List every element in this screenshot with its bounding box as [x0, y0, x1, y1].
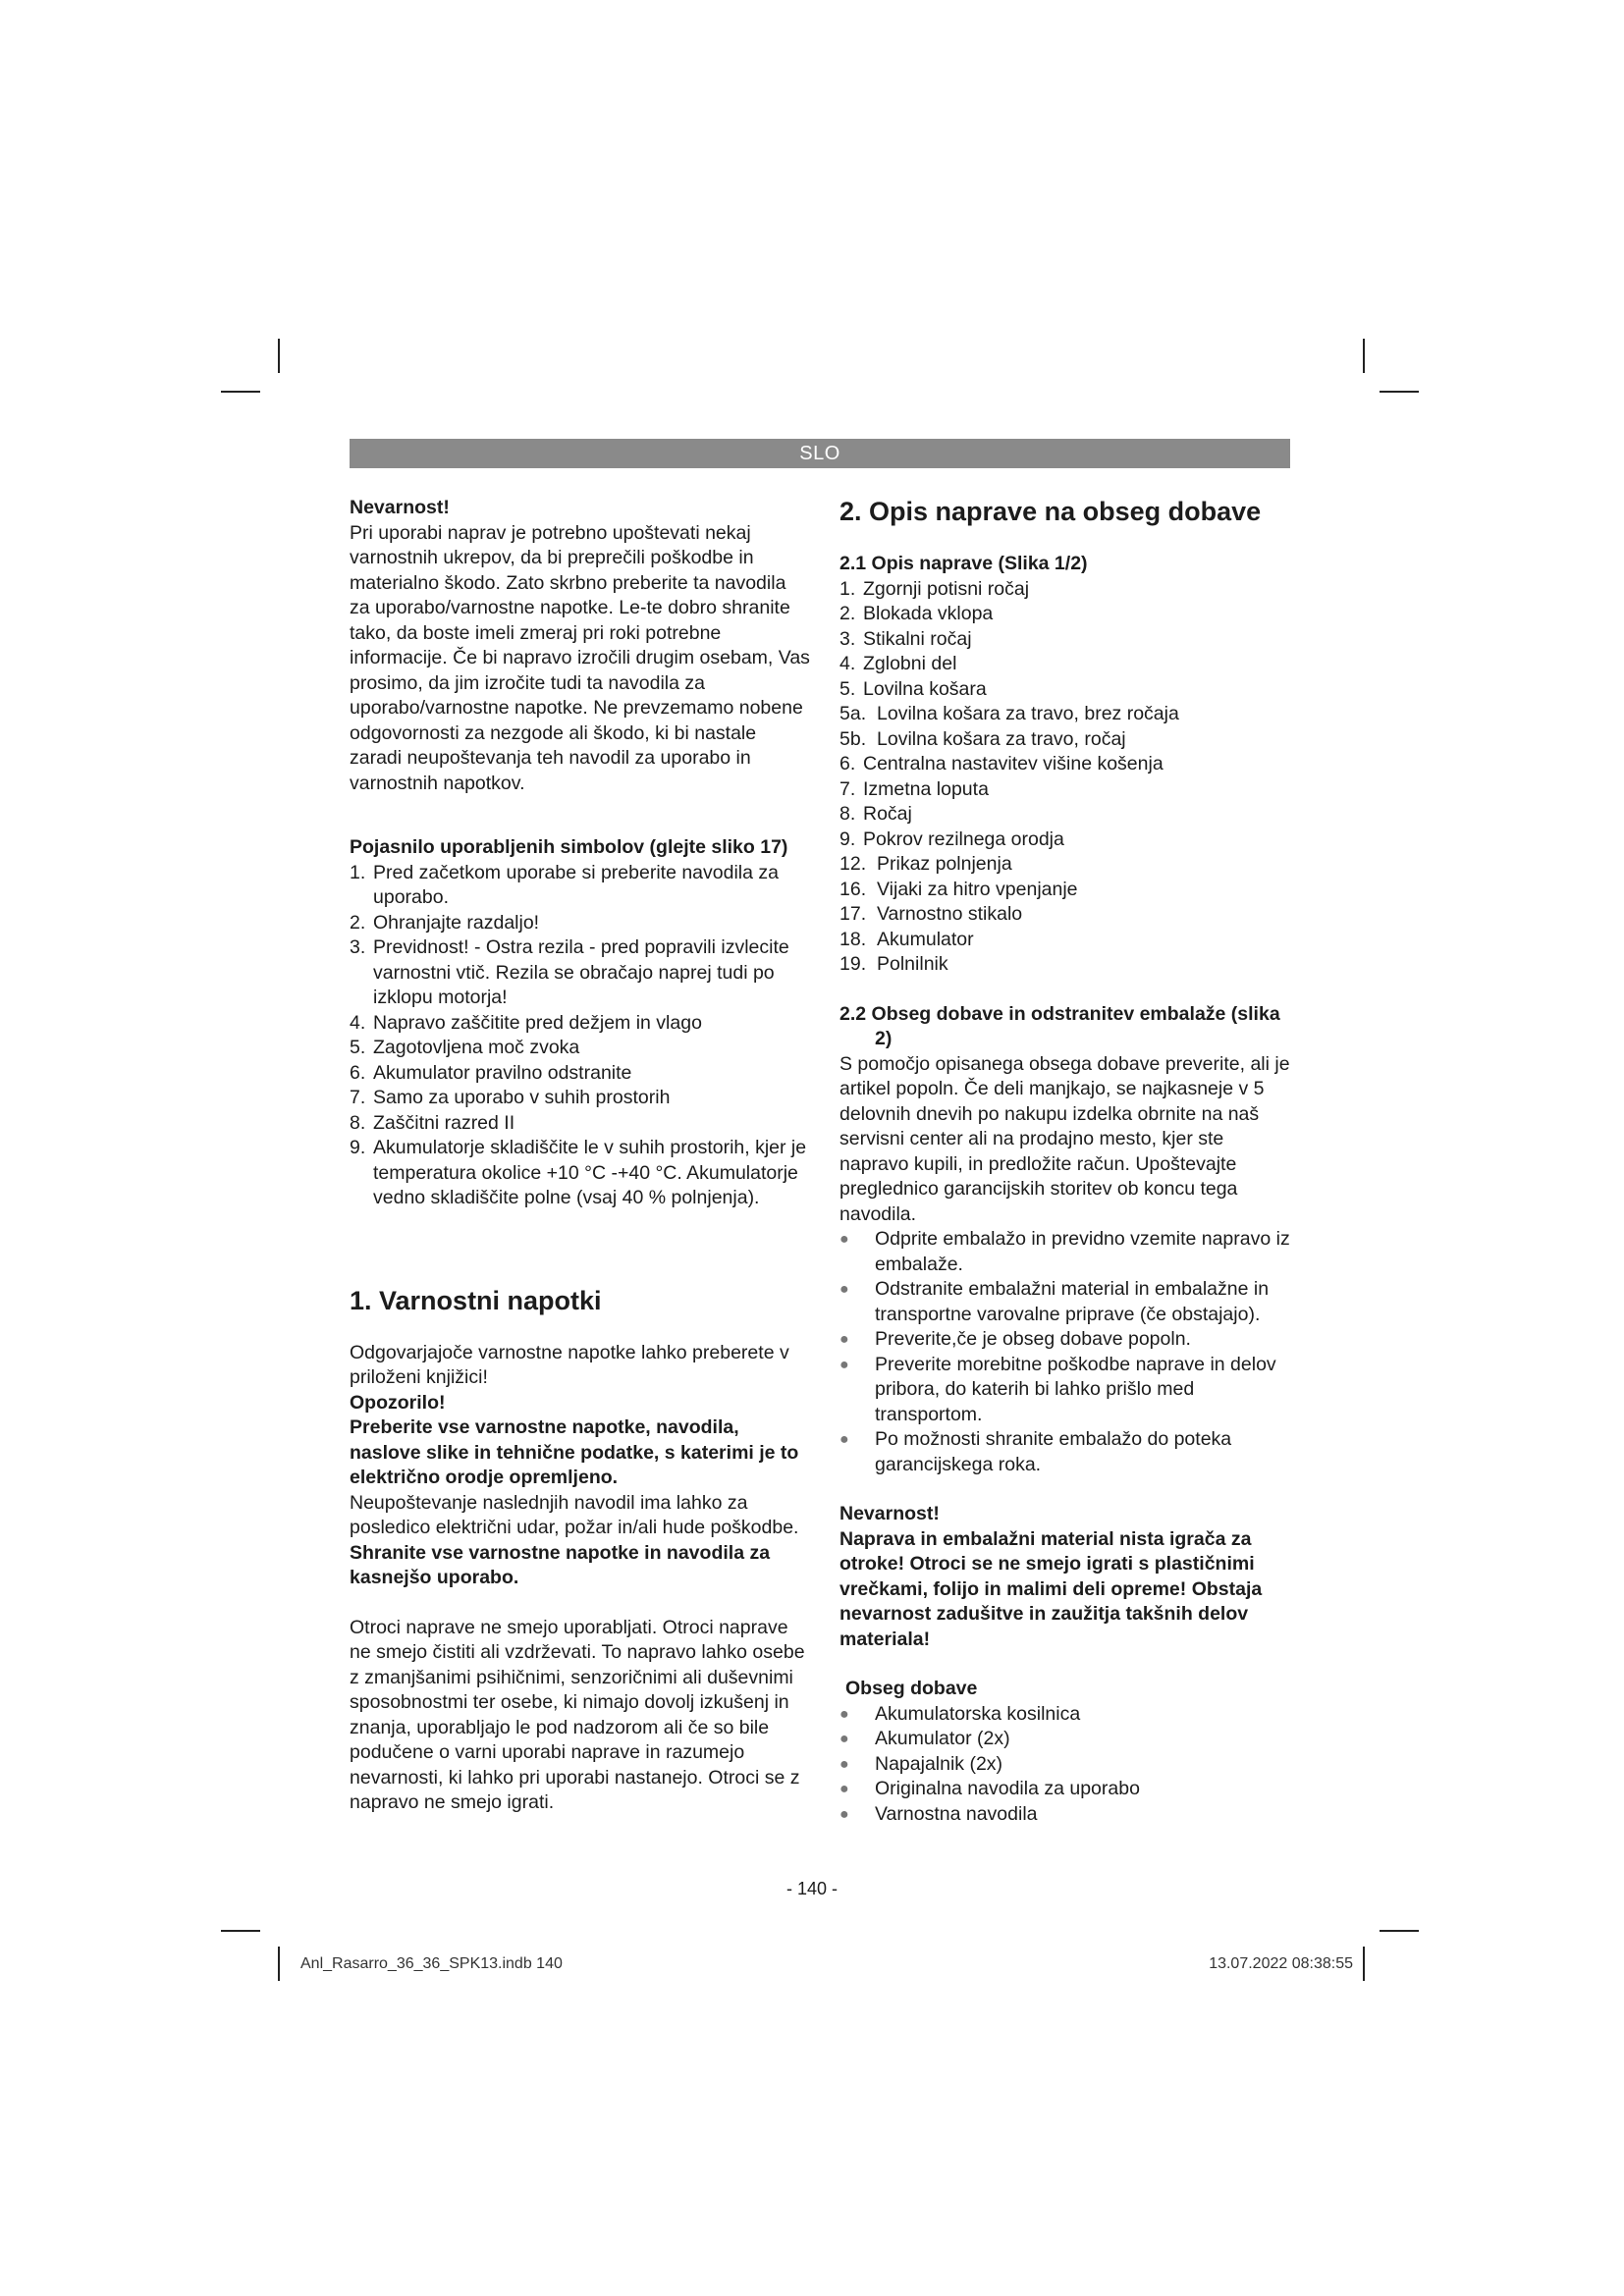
- list-item-text: Previdnost! - Ostra rezila - pred popravili izvlecite varnostni vtič. Rezila se obračajo naprej tudi po izklopu motorja!: [373, 936, 789, 1008]
- bullet-text: Preverite,če je obseg dobave popoln.: [875, 1328, 1191, 1350]
- bullet-text: Originalna navodila za uporabo: [875, 1778, 1140, 1799]
- crop-mark: [1363, 1947, 1365, 1981]
- bullet-item: [839, 1752, 1291, 1778]
- list-item-text: Akumulator: [877, 928, 974, 950]
- page-number: - 140 -: [785, 1879, 839, 1898]
- language-header-bar: [350, 439, 1290, 468]
- danger-2-title: Nevarnost!: [839, 1503, 940, 1524]
- crop-mark: [1380, 1930, 1419, 1932]
- crop-mark: [221, 1930, 260, 1932]
- list-item-number: 5.: [839, 677, 856, 700]
- list-item-number: 16.: [839, 878, 867, 900]
- list-item-number: 1.: [350, 861, 366, 883]
- danger-title: Nevarnost!: [350, 497, 450, 518]
- symbols-title: Pojasnilo uporabljenih simbolov (glejte sliko 17): [350, 836, 788, 858]
- list-item-number: 5a.: [839, 703, 867, 724]
- list-item: [839, 928, 1291, 953]
- bullet-icon: ●: [839, 1731, 849, 1747]
- list-item-number: 17.: [839, 903, 867, 925]
- list-item: [350, 911, 811, 936]
- list-item-text: Lovilna košara za travo, brez ročaja: [877, 703, 1179, 724]
- right-column: [839, 496, 1291, 1827]
- list-item-number: 6.: [350, 1061, 366, 1084]
- list-item: [839, 952, 1291, 978]
- section-2-2-title: 2.2 Obseg dobave in odstranitev embalaže (slika 2): [839, 1002, 1280, 1049]
- bullet-text: Po možnosti shranite embalažo do poteka garancijskega roka.: [875, 1428, 1232, 1475]
- list-item-number: 8.: [839, 803, 856, 825]
- list-item: [350, 1036, 811, 1061]
- bullet-item: [839, 1727, 1291, 1752]
- crop-mark: [1380, 391, 1419, 393]
- bullet-icon: ●: [839, 1705, 849, 1723]
- section-1-intro: Odgovarjajoče varnostne napotke lahko preberete v priloženi knjižici!: [350, 1341, 789, 1388]
- bullet-item: [839, 1277, 1291, 1327]
- list-item-number: 5b.: [839, 727, 867, 750]
- list-item-number: 6.: [839, 753, 856, 774]
- crop-mark: [278, 1947, 280, 1981]
- list-item-text: Lovilna košara: [863, 677, 987, 700]
- bullet-icon: ●: [839, 1755, 849, 1773]
- list-item-text: Samo za uporabo v suhih prostorih: [373, 1087, 671, 1108]
- bullet-item: [839, 1802, 1291, 1828]
- bullet-item: [839, 1327, 1291, 1353]
- list-item: [839, 878, 1291, 903]
- list-item: [839, 652, 1291, 677]
- section-1-title: 1. Varnostni napotki: [350, 1285, 602, 1315]
- children-text: Otroci naprave ne smejo uporabljati. Otroci naprave ne smejo čistiti ali vzdrževati. To napravo lahko osebe z zmanjšanimi psihičnimi, senzoričnimi ali duševnimi sposobnostmi ter osebe, ki nimajo dovolj izkušenj in znanja, uporabljajo le pod nadzorom ali če so bile podučene o varni uporabi naprave in razumejo nevarnosti, ki lahko pri uporabi nastanejo. Otroci se z napravo ne smejo igrati.: [350, 1616, 805, 1813]
- list-item: [839, 602, 1291, 627]
- list-item: [839, 727, 1291, 753]
- list-item: [839, 902, 1291, 928]
- parts-list: [839, 577, 1291, 978]
- section-2-2-text: S pomočjo opisanega obsega dobave preverite, ali je artikel popoln. Če deli manjkajo, se najkasneje v 5 delovnih dnevih po nakupu izdelka obrnite na naš servisni center ali na prodajno mesto, kjer ste napravo kupili, in predložite račun. Upoštevajte preglednico garancijskih storitev ob koncu tega navodila.: [839, 1052, 1290, 1225]
- list-item: [350, 1136, 811, 1211]
- list-item-text: Pred začetkom uporabe si preberite navodila za uporabo.: [373, 861, 779, 908]
- unpack-bullets: [839, 1227, 1291, 1477]
- list-item: [839, 677, 1291, 703]
- crop-mark: [278, 339, 280, 373]
- list-item-text: Vijaki za hitro vpenjanje: [877, 878, 1078, 900]
- bullet-text: Odstranite embalažni material in embalažne in transportne varovalne priprave (če obstajajo).: [875, 1278, 1270, 1325]
- footer-timestamp: 13.07.2022 08:38:55: [1209, 1955, 1353, 1972]
- list-item-number: 1.: [839, 577, 856, 600]
- list-item-number: 12.: [839, 853, 867, 875]
- list-item-number: 7.: [350, 1087, 366, 1108]
- list-item: [839, 828, 1291, 853]
- bullet-item: [839, 1702, 1291, 1728]
- section-2-1-title: 2.1 Opis naprave (Slika 1/2): [839, 553, 1088, 574]
- list-item-text: Blokada vklopa: [863, 603, 994, 624]
- list-item-number: 3.: [350, 936, 366, 958]
- bullet-text: Napajalnik (2x): [875, 1752, 1003, 1775]
- bullet-text: Akumulatorska kosilnica: [875, 1702, 1081, 1725]
- list-item-text: Izmetna loputa: [863, 777, 989, 800]
- warning-bold-text: Preberite vse varnostne napotke, navodila, naslove slike in tehnične podatke, s katerimi je to električno orodje opremljeno.: [350, 1416, 799, 1488]
- bullet-item: [839, 1227, 1291, 1277]
- list-item-text: Polnilnik: [877, 953, 948, 975]
- symbols-list: [350, 861, 811, 1211]
- bullet-text: Akumulator (2x): [875, 1728, 1010, 1749]
- list-item: [839, 802, 1291, 828]
- list-item: [839, 777, 1291, 803]
- list-item-text: Ročaj: [863, 803, 912, 825]
- list-item: [350, 1011, 811, 1037]
- bullet-icon: ●: [839, 1231, 849, 1248]
- bullet-icon: ●: [839, 1805, 849, 1823]
- bullet-icon: ●: [839, 1356, 849, 1373]
- list-item-text: Pokrov rezilnega orodja: [863, 828, 1064, 850]
- list-item-text: Ohranjajte razdaljo!: [373, 911, 540, 934]
- bullet-icon: ●: [839, 1431, 849, 1448]
- warning-text: Neupoštevanje naslednjih navodil ima lahko za posledico električni udar, požar in/ali hude poškodbe.: [350, 1491, 799, 1538]
- crop-mark: [1363, 339, 1365, 373]
- danger-text: Pri uporabi naprav je potrebno upoštevati nekaj varnostnih ukrepov, da bi preprečili poškodbe in materialno škodo. Zato skrbno preberite ta navodila za uporabo/varnostne napotke. Le-te dobro shranite tako, da boste imeli zmeraj pri roki potrebne informacije. Če bi napravo izročili drugim osebam, Vas prosimo, da jim izročite tudi ta navodila za uporabo/varnostne napotke. Ne prevzemamo nobene odgovornosti za nezgode ali škodo, ki bi nastale zaradi neupoštevanja teh navodil za uporabo in varnostnih napotkov.: [350, 521, 810, 794]
- list-item: [839, 852, 1291, 878]
- list-item-number: 18.: [839, 928, 867, 950]
- list-item-text: Akumulator pravilno odstranite: [373, 1061, 632, 1084]
- list-item-text: Akumulatorje skladiščite le v suhih prostorih, kjer je temperatura okolice +10 °C -+40 °C. Akumulatorje vedno skladiščite polne (vsaj 40 % polnjenja).: [373, 1137, 807, 1208]
- bullet-text: Varnostna navodila: [875, 1802, 1038, 1825]
- list-item-number: 2.: [839, 603, 856, 624]
- list-item-number: 8.: [350, 1111, 366, 1134]
- bullet-text: Preverite morebitne poškodbe naprave in delov pribora, do katerih bi lahko prišlo med transportom.: [875, 1353, 1276, 1425]
- list-item-text: Zaščitni razred II: [373, 1111, 515, 1134]
- list-item-text: Zgornji potisni ročaj: [863, 577, 1030, 600]
- list-item: [839, 577, 1291, 603]
- list-item: [350, 1061, 811, 1087]
- language-label: SLO: [799, 443, 840, 464]
- list-item: [839, 627, 1291, 653]
- bullet-item: [839, 1777, 1291, 1802]
- bullet-icon: ●: [839, 1781, 849, 1797]
- list-item-number: 5.: [350, 1037, 366, 1058]
- list-item-text: Centralna nastavitev višine košenja: [863, 753, 1164, 774]
- bullet-item: [839, 1427, 1291, 1477]
- list-item-number: 7.: [839, 777, 856, 800]
- left-column: [350, 496, 811, 1816]
- scope-list: [839, 1702, 1291, 1828]
- bullet-icon: ●: [839, 1331, 849, 1348]
- scope-title: Obseg dobave: [845, 1678, 978, 1699]
- list-item-text: Zglobni del: [863, 653, 957, 674]
- list-item-text: Napravo zaščitite pred dežjem in vlago: [373, 1011, 702, 1034]
- warning-title: Opozorilo!: [350, 1391, 446, 1414]
- section-2-title: 2. Opis naprave na obseg dobave: [839, 497, 1262, 526]
- keep-instructions-text: Shranite vse varnostne napotke in navodila za kasnejšo uporabo.: [350, 1541, 771, 1588]
- list-item-number: 9.: [350, 1137, 366, 1158]
- list-item-text: Lovilna košara za travo, ročaj: [877, 727, 1126, 750]
- list-item: [350, 1086, 811, 1111]
- list-item: [350, 861, 811, 911]
- list-item-number: 4.: [839, 653, 856, 674]
- list-item-number: 2.: [350, 911, 366, 934]
- list-item-number: 9.: [839, 828, 856, 850]
- list-item-number: 19.: [839, 953, 867, 975]
- list-item: [350, 1111, 811, 1137]
- footer-file-name: Anl_Rasarro_36_36_SPK13.indb 140: [300, 1955, 563, 1972]
- bullet-icon: ●: [839, 1281, 849, 1298]
- bullet-text: Odprite embalažo in previdno vzemite napravo iz embalaže.: [875, 1228, 1290, 1275]
- list-item-text: Prikaz polnjenja: [877, 853, 1012, 875]
- crop-mark: [221, 391, 260, 393]
- list-item: [839, 702, 1291, 727]
- list-item-text: Varnostno stikalo: [877, 903, 1023, 925]
- list-item-text: Zagotovljena moč zvoka: [373, 1037, 580, 1058]
- bullet-item: [839, 1353, 1291, 1428]
- danger-2-text: Naprava in embalažni material nista igrača za otroke! Otroci se ne smejo igrati s plastičnimi vrečkami, folijo in malimi deli opreme! Obstaja nevarnost zadušitve in zaužitja takšnih delov materiala!: [839, 1527, 1263, 1650]
- list-item: [350, 935, 811, 1011]
- list-item-text: Stikalni ročaj: [863, 627, 972, 650]
- list-item-number: 3.: [839, 627, 856, 650]
- list-item-number: 4.: [350, 1011, 366, 1034]
- list-item: [839, 752, 1291, 777]
